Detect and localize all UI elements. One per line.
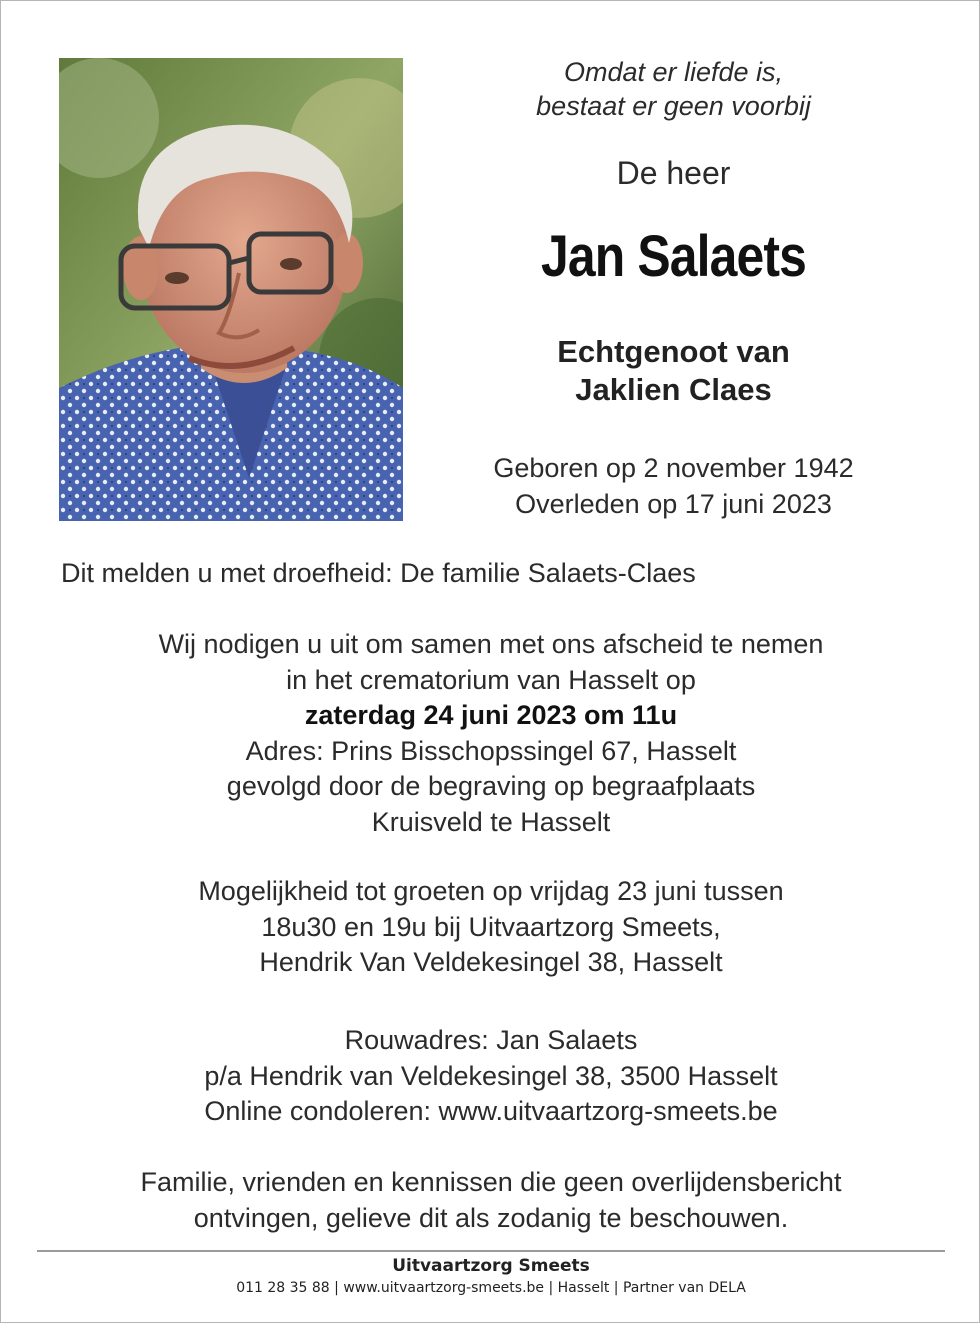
spouse-info [451,333,896,409]
visitation-line: Mogelijkheid tot groeten op vrijdag 23 juni tussen [198,876,784,906]
notice-line: ontvingen, gelieve dit als zodanig te beschouwen. [193,1202,789,1233]
spouse-name: Jaklien Claes [575,372,772,407]
ceremony-address: Adres: Prins Bisschopssingel 67, Hasselt [245,735,737,766]
quote-line: bestaat er geen voorbij [536,91,811,121]
family-announcement: Dit melden u met droefheid: De familie Salaets-Claes [61,558,696,588]
honorific: De heer [616,155,731,191]
notice-line: Familie, vrienden en kennissen die geen overlijdensbericht [140,1167,842,1197]
death-date: Overleden op 17 juni 2023 [515,489,832,519]
ceremony-datetime: zaterdag 24 juni 2023 om 11u [304,700,678,730]
visitation-line: 18u30 en 19u bij Uitvaartzorg Smeets, [261,911,721,942]
footer-divider [37,1250,945,1252]
birth-date: Geboren op 2 november 1942 [493,453,854,483]
contact-details [1,1023,980,1130]
ceremony-line: Wij nodigen u uit om samen met ons afscheid te nemen [158,629,824,659]
deceased-name: Jan Salaets [540,224,807,289]
visitation-line: Hendrik Van Veldekesingel 38, Hasselt [259,947,723,977]
visitation-details [1,874,980,981]
ceremony-line: Kruisveld te Hasselt [371,806,611,837]
ceremony-line: gevolgd door de begraving op begraafplaats [226,771,756,801]
spouse-label: Echtgenoot van [557,334,790,369]
footer-details: 011 28 35 88 | www.uitvaartzorg-smeets.be | Hasselt | Partner van DELA [236,1280,746,1296]
mourning-address-line: p/a Hendrik van Veldekesingel 38, 3500 Hasselt [204,1060,778,1091]
life-dates [451,450,896,522]
notice [1,1165,980,1236]
footer-company: Uitvaartzorg Smeets [392,1256,590,1276]
portrait-photo [59,58,403,521]
online-condolence-link[interactable]: Online condoleren: www.uitvaartzorg-smeets.be [204,1096,778,1126]
ceremony-line: in het crematorium van Hasselt op [286,664,696,695]
mourning-address: Rouwadres: Jan Salaets [344,1025,638,1055]
quote [451,55,896,123]
ceremony-details [1,627,980,840]
quote-line: Omdat er liefde is, [563,57,784,87]
